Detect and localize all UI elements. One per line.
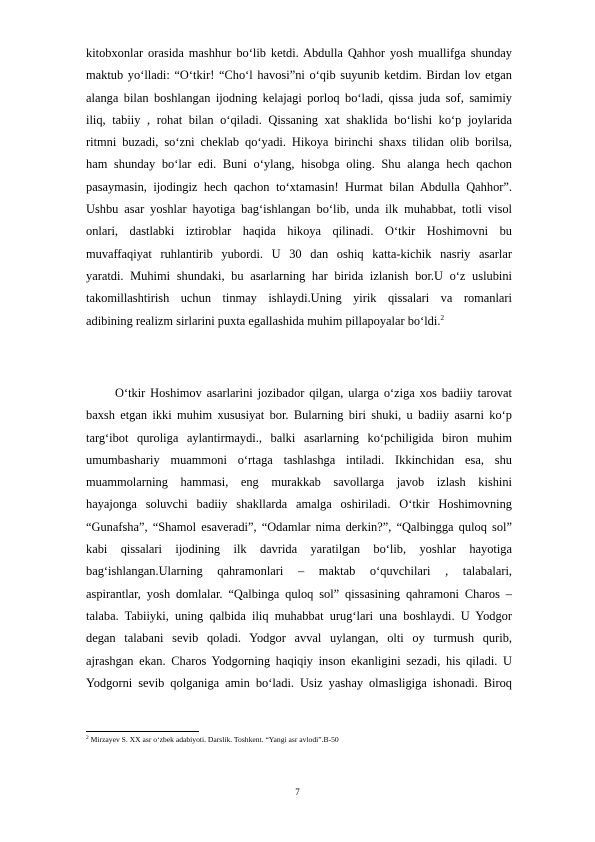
text-line: alanga bilan boshlangan ijodning kelajagi porloq bo‘ladi, qissa juda sof, samimiy <box>86 90 512 105</box>
text-line: hayajonga soluvchi badiiy shakllarda amalga oshiriladi. O‘tkir Hoshimovning <box>86 497 512 512</box>
text-line: baxsh etgan ikki muhim xususiyat bor. Bularning biri shuki, u badiiy asarni ko‘p <box>86 408 512 423</box>
footnote-reference[interactable]: 2 <box>440 312 445 322</box>
text-line: umumbashariy muammoni o‘rtaga tashlashga intiladi. Ikkinchidan esa, shu <box>86 452 512 467</box>
text-line: takomillashtirish uchun tinmay ishlaydi.Uning yirik qissalari va romanlari <box>86 291 512 306</box>
text-line: pasaymasin, ijodingiz hech qachon to‘xtamasin! Hurmat bilan Abdulla Qahhor”. <box>86 179 512 194</box>
footnote-mark: 2 <box>86 735 89 741</box>
text-line: iliq, tabiiy , rohat bilan o‘qiladi. Qissaning xat shaklida bo‘lishi ko‘p joylarida <box>86 112 512 127</box>
text-line: kitobxonlar orasida mashhur bo‘lib ketdi. Abdulla Qahhor yosh muallifga shunday <box>86 46 512 60</box>
text-line: ritmni buzadi, so‘zni cheklab qo‘yadi. Hikoya birinchi shaxs tilidan olib borilsa, <box>86 135 512 150</box>
text-line: “Gunafsha”, “Shamol esaveradi”, “Odamlar nima derkin?”, “Qalbingga quloq sol” <box>86 519 512 534</box>
text-line: kabi qissalari ijodining ilk davrida yaratilgan bo‘lib, yoshlar hayotiga <box>86 542 512 557</box>
text-line-last <box>86 310 512 332</box>
text-line: yaratdi. Muhimi shundaki, bu asarlarning har birida izlanish bor.U o‘z uslubini <box>86 268 512 283</box>
footnote <box>86 735 516 745</box>
text-line-first: O‘tkir Hoshimov asarlarini jozibador qilgan, ularga o‘ziga xos badiiy tarovat <box>115 386 512 400</box>
text-line: ham shunday bo‘lar edi. Buni o‘ylang, hisobga oling. Shu alanga hech qachon <box>86 157 512 172</box>
text-line: targ‘ibot quroliga aylantirmaydi., balki asarlarning ko‘pchiligida biron muhim <box>86 430 512 445</box>
footnote-text: Mirzayev S. XX asr o‘zbek adabiyoti. Darslik. Toshkent. “Yangi asr avlodi”.B-50 <box>88 735 339 744</box>
text-line: muammolarning hammasi, eng murakkab savollarga javob izlash kishini <box>86 475 512 490</box>
paragraph-1 <box>86 42 512 332</box>
text-line: Ushbu asar yoshlar hayotiga bag‘ishlangan bo‘lib, unda ilk muhabbat, totli visol <box>86 202 512 217</box>
text-line-content: adibining realizm sirlarini puxta egallashida muhim pillapoyalar bo‘ldi. <box>86 313 441 328</box>
text-line: onlari, dastlabki iztiroblar haqida hikoya qilinadi. O‘tkir Hoshimovni bu <box>86 224 512 239</box>
paragraph-2 <box>86 382 512 694</box>
footnote-divider <box>86 731 199 732</box>
text-line: degan talabani sevib qoladi. Yodgor avval uylangan, olti oy turmush qurib, <box>86 631 512 646</box>
text-line: bag‘ishlangan.Ularning qahramonlari – maktab o‘quvchilari , talabalari, <box>86 564 512 579</box>
text-line: talaba. Tabiiyki, uning qalbida iliq muhabbat urug‘lari una boshlaydi. U Yodgor <box>86 608 512 623</box>
text-line: aspirantlar, yosh domlalar. “Qalbinga quloq sol” qissasining qahramoni Charos – <box>86 586 512 601</box>
text-line: muvaffaqiyat ruhlantirib yubordi. U 30 dan oshiq katta-kichik nasriy asarlar <box>86 246 512 261</box>
page-number: 7 <box>295 787 300 797</box>
text-line: maktub yo‘lladi: “O‘tkir! “Cho‘l havosi”ni o‘qib suyunib ketdim. Birdan lov etgan <box>86 68 512 83</box>
text-line: ajrashgan ekan. Charos Yodgorning haqiqiy inson ekanligini sezadi, his qiladi. U <box>86 653 512 668</box>
text-line: Yodgorni sevib qolganiga amin bo‘ladi. Usiz yashay olmasligiga ishonadi. Biroq <box>86 675 512 690</box>
